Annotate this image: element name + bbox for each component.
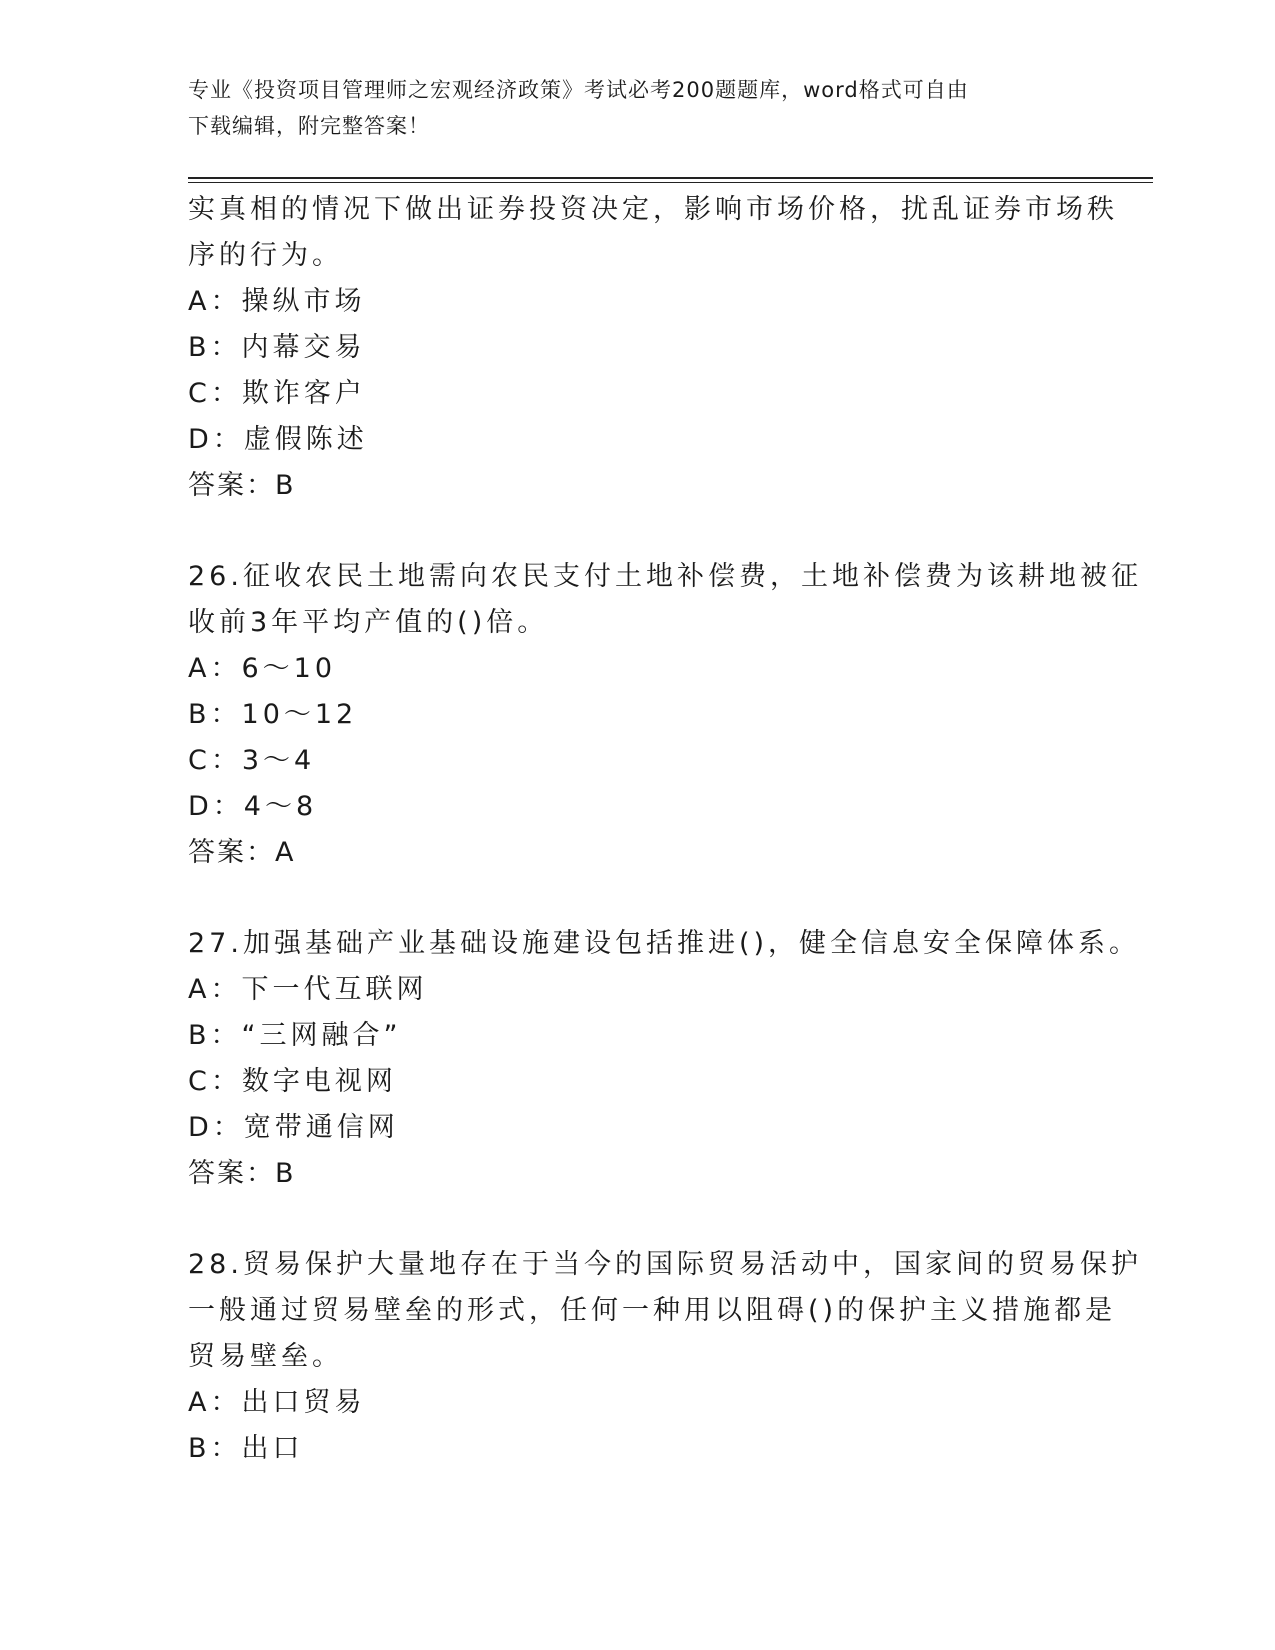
question-25 [188, 187, 1118, 509]
header-divider-thin [188, 182, 1153, 183]
option-b: B：“三网融合” [188, 1020, 402, 1051]
option-b: B：出口 [188, 1433, 304, 1464]
header-title-line2: 下载编辑，附完整答案！ [188, 114, 430, 138]
option-a: A：6～10 [188, 653, 337, 684]
question-stem-line: 序的行为。 [188, 240, 343, 271]
option-a: A：出口贸易 [188, 1387, 366, 1418]
question-stem-line: 一般通过贸易壁垒的形式，任何一种用以阻碍()的保护主义措施都是 [188, 1295, 1117, 1326]
question-spacer [188, 876, 1088, 921]
option-a: A：下一代互联网 [188, 974, 428, 1005]
question-spacer [188, 509, 1088, 554]
question-spacer [188, 1197, 1088, 1242]
question-28 [188, 1242, 1142, 1472]
option-d: D：虚假陈述 [188, 424, 368, 455]
question-26 [188, 554, 1142, 876]
option-d: D：4～8 [188, 791, 318, 822]
page-header [188, 72, 1068, 144]
header-title-line1: 专业《投资项目管理师之宏观经济政策》考试必考200题题库，word格式可自由 [188, 78, 969, 102]
option-c: C：数字电视网 [188, 1066, 397, 1097]
question-stem-line: 收前3年平均产值的()倍。 [188, 607, 549, 638]
question-stem-line: 实真相的情况下做出证券投资决定，影响市场价格，扰乱证券市场秩 [188, 194, 1118, 225]
question-list [188, 187, 1142, 1472]
option-c: C：欺诈客户 [188, 378, 366, 409]
option-d: D：宽带通信网 [188, 1112, 399, 1143]
answer-line: 答案：B [188, 470, 296, 501]
header-divider-thick [188, 177, 1153, 179]
option-a: A：操纵市场 [188, 286, 366, 317]
question-stem-line: 贸易壁垒。 [188, 1341, 343, 1372]
answer-line: 答案：B [188, 1158, 296, 1189]
option-b: B：内幕交易 [188, 332, 366, 363]
question-stem-line: 28.贸易保护大量地存在于当今的国际贸易活动中，国家间的贸易保护 [188, 1249, 1142, 1280]
question-27 [188, 921, 1141, 1197]
option-b: B：10～12 [188, 699, 358, 730]
question-stem-line: 27.加强基础产业基础设施建设包括推进()，健全信息安全保障体系。 [188, 928, 1141, 959]
answer-line: 答案：A [188, 837, 296, 868]
question-stem-line: 26.征收农民土地需向农民支付土地补偿费，土地补偿费为该耕地被征 [188, 561, 1142, 592]
option-c: C：3～4 [188, 745, 316, 776]
